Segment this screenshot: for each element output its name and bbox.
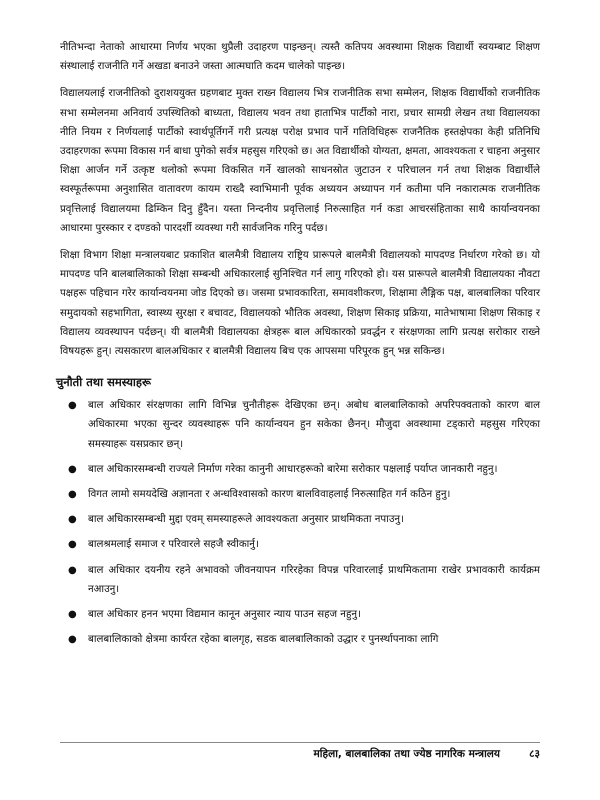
paragraph: विद्यालयलाई राजनीतिको दुराशययुक्त ग्रहणबाट मुक्त राख्न विद्यालय भित्र राजनीतिक सभा सम्मेलन, शिक्षक विद्यार्थीको राजनीतिक सभा सम्मेलनमा अनिवार्य उपस्थितिको बाध्यता, विद्यालय भवन तथा हाताभित्र पार्टीको नारा, प्रचार सामग्री लेखन तथा विद्यालयका नीति नियम र निर्णयलाई पार्टीको स्वार्थपूर्तिगर्ने गरी प्रत्यक्ष परोक्ष प्रभाव पार्ने गतिविधिहरू राजनैतिक हस्तक्षेपका केही प्रतिनिधि उदाहरणका रूपमा विकास गर्न बाधा पुगेको सर्वत्र महसुस गरिएको छ। अत विद्यार्थीको योग्यता, क्षमता, आवश्यकता र चाहना अनुसार शिक्षा आर्जन गर्ने उत्कृष्ट थलोको रूपमा विकसित गर्ने खालको साधनस्रोत जुटाउन र परिचालन गर्न तथा शिक्षक विद्यार्थीले स्वस्फूर्तरूपमा अनुशासित वातावरण कायम राख्दै स्वाभिमानी पूर्वक अध्ययन अध्यापन गर्न कतीमा पनि नकारात्मक राजनीतिक प्रवृत्तिलाई विद्यालयमा ढिम्किन दिनु हुँदैन। यस्ता निन्दनीय प्रवृत्तिलाई निरुत्साहित गर्न कडा आचरसंहिताका साथै कार्यान्वयनका आधारमा पुरस्कार र दण्डको पारदर्शी व्यवस्था गरी सार्वजनिक गरिनु पर्दछ। [60, 88, 540, 234]
footer-ministry-name: महिला, बालबालिका तथा ज्येष्ठ नागरिक मन्त्रालय [313, 748, 500, 760]
list-item [68, 535, 540, 554]
bullet-icon: ● [68, 609, 77, 621]
bullet-icon: ● [68, 564, 77, 576]
list-item [68, 396, 540, 454]
list-item [68, 485, 540, 504]
list-item-text: बाल अधिकार हनन भएमा विद्यमान कानून अनुसार न्याय पाउन सहज नहुनु। [88, 609, 361, 621]
bullet-icon: ● [68, 463, 77, 475]
bullet-icon: ● [68, 634, 77, 646]
document-body [56, 38, 540, 655]
bullet-icon: ● [68, 539, 77, 551]
page-number: ८३ [529, 748, 540, 760]
section-heading: चुनौती तथा समस्याहरू [56, 375, 151, 390]
list-item-text: बाल अधिकार संरक्षणका लागि विभिन्न चुनौतीहरू देखिएका छन्। अबोध बालबालिकाको अपरिपक्वताको कारण बाल अधिकारमा भएका सुन्दर व्यवस्थाहरू पनि कार्यान्वयन हुन सकेका छैनन्। मौजुदा अवस्थामा टड्कारो महसुस गरिएका समस्याहरू यसप्रकार छन्। [88, 400, 540, 450]
challenges-list [60, 396, 540, 649]
list-item-text: बालबालिकाको क्षेत्रमा कार्यरत रहेका बालगृह, सडक बालबालिकाको उद्धार र पुनर्स्थापनाका लागि [88, 634, 439, 646]
list-item-text: बाल अधिकारसम्बन्धी मुद्दा एवम् समस्याहरूले आवश्यकता अनुसार प्राथमिकता नपाउनु। [88, 514, 404, 526]
list-item-text: विगत लामो समयदेखि अज्ञानता र अन्धविश्वासको कारण बालविवाहलाई निरुत्साहित गर्न कठिन हुनु। [88, 489, 451, 501]
bullet-icon: ● [68, 514, 77, 526]
list-item [68, 561, 540, 599]
list-item-text: बाल अधिकार दयनीय रहने अभावको जीवनयापन गरिरहेका विपन्न परिवारलाई प्राथमिकतामा राखेर प्रभावकारी कार्यक्रम नआउनु। [88, 564, 540, 595]
list-item-text: बालश्रमलाई समाज र परिवारले सहजै स्वीकार्नु। [88, 539, 259, 551]
bullet-icon: ● [68, 489, 77, 501]
paragraph: नीतिभन्दा नेताको आधारमा निर्णय भएका थुप्रैली उदाहरण पाइन्छन्। त्यस्तै कतिपय अवस्थामा शिक्षक विद्यार्थी स्वयम्बाट शिक्षण संस्थालाई राजनीति गर्ने अखडा बनाउने जस्ता आत्मघाति कदम चालेको पाइन्छ। [60, 42, 540, 73]
list-item [68, 510, 540, 529]
bullet-icon: ● [68, 400, 77, 412]
list-item [68, 630, 540, 649]
page-footer [60, 742, 540, 765]
list-item [68, 605, 540, 624]
list-item-text: बाल अधिकारसम्बन्धी राज्यले निर्माण गरेका कानुनी आधारहरूको बारेमा सरोकार पक्षलाई पर्याप्त जानकारी नहुनु। [88, 463, 498, 475]
list-item [68, 460, 540, 479]
paragraph: शिक्षा विभाग शिक्षा मन्त्रालयबाट प्रकाशित बालमैत्री विद्यालय राष्ट्रिय प्रारूपले बालमैत्री विद्यालयको मापदण्ड निर्धारण गरेको छ। यो मापदण्ड पनि बालबालिकाको शिक्षा सम्बन्धी अधिकारलाई सुनिश्चित गर्न लागु गरिएको हो। यस प्रारूपले बालमैत्री विद्यालयका नौवटा पक्षहरू पहिचान गरेर कार्यान्वयनमा जोड दिएको छ। जसमा प्रभावकारिता, समावशीकरण, शिक्षामा लैङ्गिक पक्ष, बालबालिका परिवार समुदायको सहभागिता, स्वास्थ्य सुरक्षा र बचावट, विद्यालयको भौतिक अवस्था, शिक्षण सिकाइ प्रक्रिया, मातेभाषामा शिक्षण सिकाइ र विद्यालय व्यवस्थापन पर्दछन्। यी बालमैत्री विद्यालयका क्षेत्रहरू बाल अधिकारको प्रवर्द्धन र संरक्षणका लागि प्रत्यक्ष सरोकार राख्ने विषयहरू हुन्। त्यसकारण बालअधिकार र बालमैत्री विद्यालय बिच एक आपसमा परिपूरक हुन् भन्न सकिन्छ। [60, 250, 540, 358]
